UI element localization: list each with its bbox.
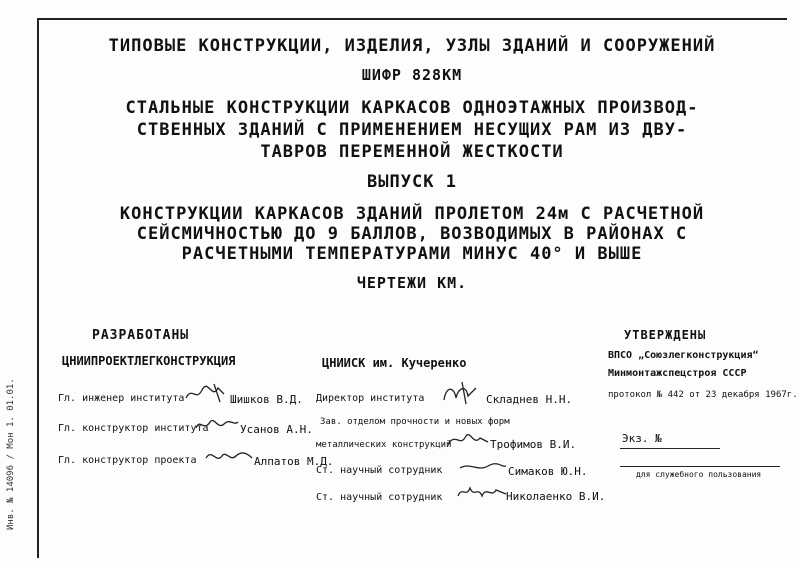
signature-nikolaenko	[456, 482, 508, 504]
middle-name-5: Николаенко В.И.	[506, 490, 606, 503]
series-heading: ТИПОВЫЕ КОНСТРУКЦИИ, ИЗДЕЛИЯ, УЗЛЫ ЗДАНИЙ И СООРУЖЕНИЙ	[108, 36, 716, 56]
title-line-1: СТАЛЬНЫЕ КОНСТРУКЦИИ КАРКАСОВ ОДНОЭТАЖНЫХ ПРОИЗВОД-	[125, 98, 699, 118]
subtitle-line-1: КОНСТРУКЦИИ КАРКАСОВ ЗДАНИЙ ПРОЛЕТОМ 24м С РАСЧЕТНОЙ	[119, 204, 705, 224]
signature-shishkov	[184, 380, 230, 406]
restricted-note: для служебного пользования	[636, 470, 762, 479]
middle-role-3: металлических конструкций	[316, 440, 452, 450]
copy-number-underline	[620, 448, 720, 449]
middle-name-1: Складнев Н.Н.	[486, 393, 573, 406]
middle-role-4: Ст. научный сотрудник	[316, 465, 443, 476]
drawings-label: ЧЕРТЕЖИ КМ.	[356, 274, 468, 292]
title-line-3: ТАВРОВ ПЕРЕМЕННОЙ ЖЕСТКОСТИ	[260, 142, 564, 162]
approved-heading: УТВЕРЖДЕНЫ	[624, 328, 707, 342]
issue-number: ВЫПУСК 1	[367, 172, 457, 192]
subtitle-line-3: РАСЧЕТНЫМИ ТЕМПЕРАТУРАМИ МИНУС 40° И ВЫШЕ	[181, 244, 643, 264]
approving-org: ВПСО „Союзлегконструкция“	[608, 350, 759, 361]
middle-name-4: Симаков Ю.Н.	[508, 465, 588, 478]
restricted-underline	[620, 466, 780, 467]
developed-heading: РАЗРАБОТАНЫ	[92, 328, 190, 343]
signature-simakov	[458, 460, 508, 474]
frame-top-border	[37, 18, 787, 20]
left-role-3: Гл. конструктор проекта	[58, 455, 197, 466]
title-line-2: СТВЕННЫХ ЗДАНИЙ С ПРИМЕНЕНИЕМ НЕСУЩИХ РАМ ИЗ ДВУ-	[136, 120, 688, 140]
left-role-1: Гл. инженер института	[58, 393, 185, 404]
signature-alpatov	[204, 446, 254, 468]
signature-trofimov	[446, 428, 490, 452]
side-inventory-note: Инв. № 14096 / Мон 1. 01.01.	[6, 378, 16, 530]
approving-ministry: Минмонтажспецстроя СССР	[608, 368, 747, 379]
left-name-2: Усанов А.Н.	[240, 423, 313, 436]
middle-name-3: Трофимов В.И.	[490, 438, 577, 451]
middle-role-5: Ст. научный сотрудник	[316, 492, 443, 503]
middle-role-2: Зав. отделом прочности и новых форм	[320, 417, 510, 427]
developer-org: ЦНИИПРОЕКТЛЕГКОНСТРУКЦИЯ	[62, 354, 236, 368]
signature-skladnev	[440, 380, 486, 406]
cipher-code: ШИФР 828КМ	[361, 66, 463, 84]
subtitle-line-2: СЕЙСМИЧНОСТЬЮ ДО 9 БАЛЛОВ, ВОЗВОДИМЫХ В РАЙОНАХ С	[136, 224, 688, 244]
signature-usanov	[194, 414, 240, 436]
left-name-1: Шишков В.Д.	[230, 393, 303, 406]
left-name-3: Алпатов М.Д.	[254, 455, 334, 468]
copy-number-label: Экз. №	[622, 432, 662, 445]
protocol-line: протокол № 442 от 23 декабря 1967г.	[608, 390, 798, 400]
middle-role-1: Директор института	[316, 393, 425, 404]
left-role-2: Гл. конструктор института	[58, 423, 209, 434]
middle-org: ЦНИИСК им. Кучеренко	[322, 356, 467, 370]
